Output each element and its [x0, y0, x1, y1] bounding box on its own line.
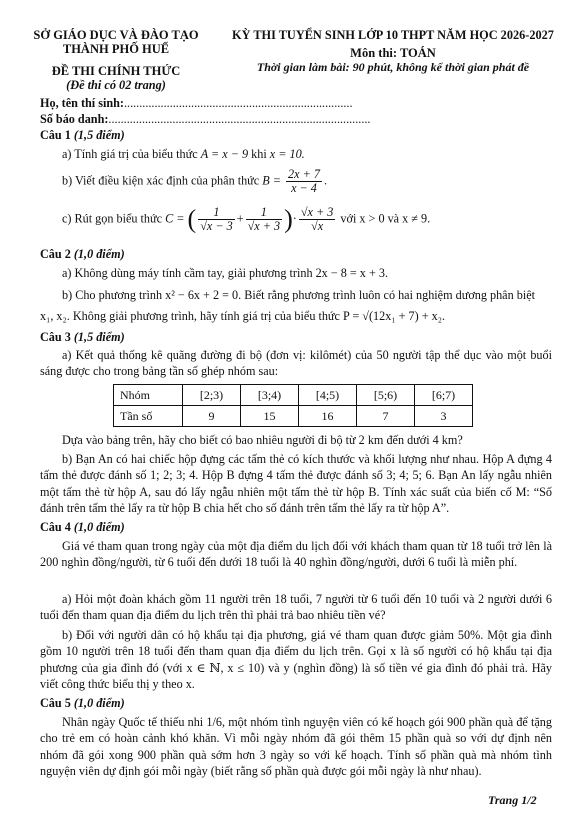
time-note: Thời gian làm bài: 90 phút, không kể thời gian phát đề — [256, 60, 530, 74]
q2-heading — [40, 247, 125, 262]
q1-b-num: 2x + 7 — [288, 167, 320, 181]
q1-a-expr: A = x − 9 — [200, 147, 249, 161]
name-dots: ........................................................................... — [123, 96, 353, 110]
table-cell: [4;5) — [299, 385, 357, 406]
q1-part-b: b) Viết điều kiện xác định của phân thức B = $\frac{2x + 7}{x - 4}$ . — [62, 167, 327, 195]
q3-part-b: b) Bạn An có hai chiếc hộp đựng các tấm thẻ có kích thước và khối lượng như nhau. Hộp A đựng 4 tấm thẻ được đánh số 1; 2; 3; 4. Hộp B đựng 4 tấm thẻ được đánh số 3; 4; 5; 6. Bạn An lấy ngẫu nhiên một tấm thẻ từ hộp A, sau đó lấy ngẫu nhiên một tấm thẻ từ hộp B. Tính xác suất của biến cố M: “Số đánh trên tấm thẻ lấy ra từ hộp B chia hết cho số đánh trên tấm thẻ lấy ra từ hộp A”. — [40, 452, 552, 515]
q1-c-cond: với x > 0 và x ≠ 9. — [340, 211, 431, 226]
candidate-name-row — [40, 96, 353, 111]
table-cell: 16 — [299, 406, 357, 427]
q1-c-num2: 1 — [246, 206, 283, 220]
table-row-freqs — [114, 406, 473, 427]
table-cell: [5;6) — [357, 385, 415, 406]
subject-line: Môn thi: TOÁN — [350, 46, 436, 60]
q1-c-num1: 1 — [198, 206, 235, 220]
q1-b-den: x − 4 — [291, 181, 317, 195]
q3-points: (1,5 điểm) — [73, 330, 125, 344]
table-header-freqs: Tần số — [114, 406, 183, 427]
q1-c-lparen: ( — [187, 204, 197, 234]
q5-title: Câu 5 — [40, 696, 71, 710]
q1-a-when: khi — [251, 147, 267, 161]
q2-part-a: a) Không dùng máy tính cầm tay, giải phương trình 2x − 8 = x + 3. — [62, 266, 389, 280]
q2-title: Câu 2 — [40, 247, 71, 261]
table-cell: [2;3) — [183, 385, 241, 406]
q1-title: Câu 1 — [40, 128, 71, 142]
q3-title: Câu 3 — [40, 330, 71, 344]
table-cell: 15 — [241, 406, 299, 427]
q4-part-b: b) Đối với người dân có hộ khẩu tại địa phương, giá vé tham quan được giảm 50%. Một gia đình gồm 10 người trên 18 tuổi đến tham quan địa điểm du lịch trên. Gọi x là số người có hộ khẩu tại địa phương của gia đình đó (với x ∈ ℕ, x ≤ 10) và y (nghìn đồng) là số tiền vé gia đình đó phải trả. Hãy viết công thức biểu thị y theo x. — [40, 628, 552, 691]
q5-body: Nhân ngày Quốc tế thiếu nhi 1/6, một nhóm tình nguyện viên có kế hoạch gói 900 phần quà để tặng cho trẻ em có hoàn cảnh khó khăn. Vì mỗi ngày nhóm đã gói thêm 15 phần quà so với dự định nên nhóm đã gói xong 900 phần quà sớm hơn 3 ngày so với kế hoạch. Tính số phần quà mà nhóm tình nguyện viên dự định gói mỗi ngày (biết rằng số phần quà được gói mỗi ngày là như nhau). — [40, 715, 552, 778]
q1-part-a — [62, 147, 305, 162]
q1-c-num3: √x + 3 — [300, 205, 334, 219]
table-cell: 3 — [415, 406, 473, 427]
q1-b-text: b) Viết điều kiện xác định của phân thức — [62, 173, 260, 188]
q4-intro: Giá vé tham quan trong ngày của một địa điểm du lịch đối với khách tham quan từ 18 tuổi trở lên là 200 nghìn đồng/người, từ 6 tuổi đến dưới 18 tuổi là 40 nghìn đồng/người, dưới 6 tuổi là miễn phí. — [40, 539, 552, 570]
dept-line1: SỞ GIÁO DỤC VÀ ĐÀO TẠO — [33, 28, 199, 42]
q1-c-den2: √x + 3 — [247, 219, 281, 233]
dept-line2: THÀNH PHỐ HUẾ — [62, 42, 170, 56]
id-dots: ...................................................................................... — [108, 112, 371, 126]
q2-points: (1,0 điểm) — [73, 247, 125, 261]
page-number: Trang 1/2 — [488, 793, 537, 807]
q3-heading — [40, 330, 125, 345]
q5-points: (1,0 điểm) — [73, 696, 125, 710]
q1-c-den1: √x − 3 — [200, 219, 233, 233]
q1-b-lhs: B = — [262, 173, 281, 188]
name-label: Họ, tên thí sinh: — [40, 96, 124, 110]
q1-c-rparen: ) — [284, 204, 293, 234]
table-header-groups: Nhóm — [114, 385, 183, 406]
table-row-groups — [114, 385, 473, 406]
q1-c-frac3 — [299, 206, 336, 233]
q1-a-cond: x = 10. — [269, 147, 305, 161]
q2-part-b-line1: b) Cho phương trình x² − 6x + 2 = 0. Biết rằng phương trình luôn có hai nghiệm dương phân biệt — [62, 288, 536, 302]
table-cell: [6;7) — [415, 385, 473, 406]
id-label: Số báo danh: — [40, 112, 109, 126]
official-label: ĐỀ THI CHÍNH THỨC — [51, 64, 181, 78]
q4-part-a: a) Hỏi một đoàn khách gồm 11 người trên 18 tuổi, 7 người từ 6 tuổi đến 10 tuổi và 2 người dưới 6 tuổi đến tham quan địa điểm du lịch trên thì phải trả bao nhiêu tiền vé? — [40, 592, 552, 623]
q1-c-den3: √x — [311, 219, 324, 233]
q1-heading — [40, 128, 125, 143]
q1-c-text: c) Rút gọn biểu thức — [62, 211, 163, 226]
candidate-id-row — [40, 112, 370, 127]
q5-heading — [40, 696, 125, 711]
q1-a-text: a) Tính giá trị của biểu thức — [62, 147, 198, 161]
table-cell: 7 — [357, 406, 415, 427]
table-cell: [3;4) — [241, 385, 299, 406]
frequency-table — [113, 384, 473, 427]
q4-points: (1,0 điểm) — [73, 520, 125, 534]
q1-points: (1,5 điểm) — [73, 128, 125, 142]
q1-b-fraction — [286, 168, 322, 195]
q4-title: Câu 4 — [40, 520, 71, 534]
q3-part-a: a) Kết quả thống kê quãng đường đi bộ (đơn vị: kilômét) của 50 người tập thể dục vào một buổi sáng được cho trong bảng tần số ghép nhóm sau: — [40, 348, 552, 379]
q1-c-lhs: C = — [165, 211, 185, 226]
q1-c-frac1 — [198, 206, 235, 233]
q4-heading — [40, 520, 125, 535]
q1-c-frac2 — [246, 206, 283, 233]
q2-part-b-line2: x₁, x₂. Không giải phương trình, hãy tính giá trị của biểu thức P = √(12x₁ + 7) + x₂. — [40, 309, 446, 323]
q1-part-c: c) Rút gọn biểu thức C = ( $\frac{1}{√x - 3}$ + $\frac{1}{√x + 3}$ )· $\frac{√x + 3}{√x}$ với x > 0 và x ≠ 9. — [62, 204, 431, 234]
table-cell: 9 — [183, 406, 241, 427]
pages-note: (Đề thi có 02 trang) — [66, 78, 166, 92]
exam-title: KỲ THI TUYỂN SINH LỚP 10 THPT NĂM HỌC 2026-2027 — [232, 28, 554, 42]
q3-a-question: Dựa vào bảng trên, hãy cho biết có bao nhiêu người đi bộ từ 2 km đến dưới 4 km? — [62, 433, 463, 447]
